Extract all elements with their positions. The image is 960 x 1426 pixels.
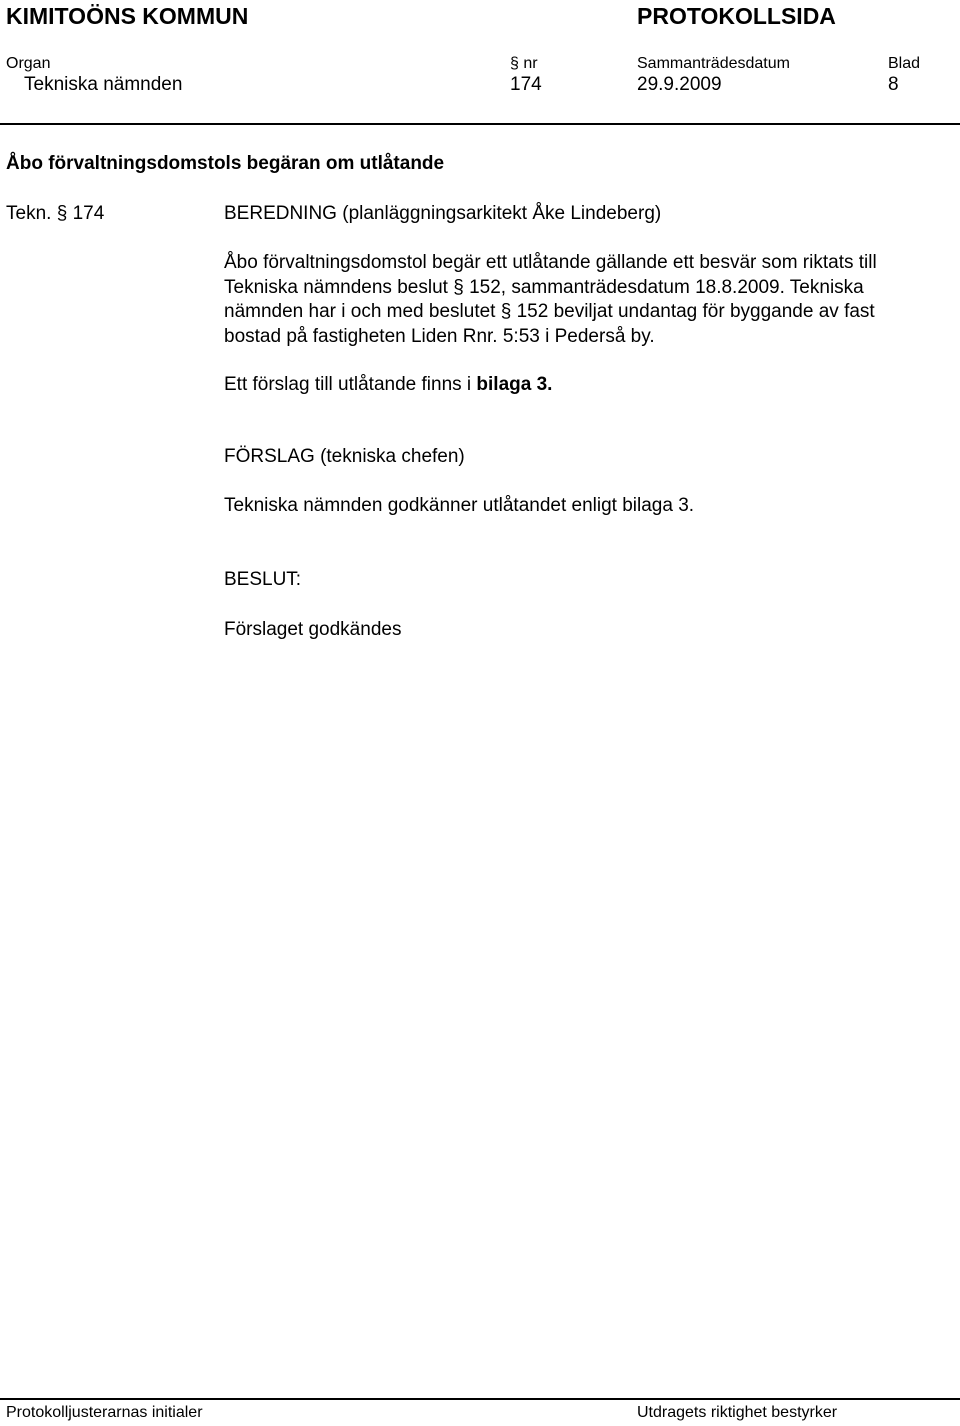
organ-label: Organ	[6, 55, 51, 72]
nr-value: 174	[510, 74, 542, 95]
preparation-heading: BEREDNING (planläggningsarkitekt Åke Lindeberg)	[224, 203, 662, 224]
footer-initials-label: Protokolljusterarnas initialer	[6, 1404, 203, 1421]
attachment-ref: bilaga 3.	[476, 374, 553, 395]
proposal-text: Tekniska nämnden godkänner utlåtandet enligt bilaga 3.	[224, 495, 695, 516]
paragraph-line: nämnden har i och med beslutet § 152 beviljat undantag för byggande av fast	[224, 301, 875, 322]
attachment-line	[224, 374, 552, 396]
paragraph-line: Tekniska nämndens beslut § 152, sammanträdesdatum 18.8.2009. Tekniska	[224, 276, 864, 298]
municipality-name: KIMITOÖNS KOMMUN	[6, 3, 249, 29]
case-paragraph	[224, 251, 960, 349]
date-value: 29.9.2009	[637, 74, 722, 95]
section-symbol: §	[56, 203, 68, 224]
decision-heading: BESLUT:	[224, 569, 302, 590]
paragraph-line: bostad på fastigheten Liden Rnr. 5:53 i Pederså by.	[224, 325, 655, 347]
case-reference	[6, 203, 104, 225]
section-symbol: §	[510, 55, 519, 72]
section-symbol: §	[453, 276, 464, 298]
document-title: Åbo förvaltningsdomstols begäran om utlåtande	[6, 153, 445, 174]
nr-label: § nr	[510, 55, 538, 72]
page-label: Blad	[888, 55, 921, 72]
footer-certification-label: Utdragets riktighet bestyrker	[637, 1404, 838, 1421]
case-ref-prefix: Tekn.	[6, 203, 52, 224]
paragraph-line: Åbo förvaltningsdomstol begär ett utlåtande gällande ett besvär som riktats till	[224, 252, 877, 273]
decision-text: Förslaget godkändes	[224, 619, 402, 640]
page-value: 8	[888, 74, 899, 95]
header-divider	[0, 123, 960, 125]
proposal-heading: FÖRSLAG (tekniska chefen)	[224, 446, 465, 467]
footer-divider	[0, 1398, 960, 1400]
attachment-text: Ett förslag till utlåtande finns i	[224, 374, 472, 395]
case-ref-number: 174	[72, 203, 105, 224]
section-symbol: §	[500, 301, 512, 322]
organ-value: Tekniska nämnden	[24, 74, 183, 95]
date-label: Sammanträdesdatum	[637, 55, 790, 72]
page-type-title: PROTOKOLLSIDA	[637, 3, 836, 29]
